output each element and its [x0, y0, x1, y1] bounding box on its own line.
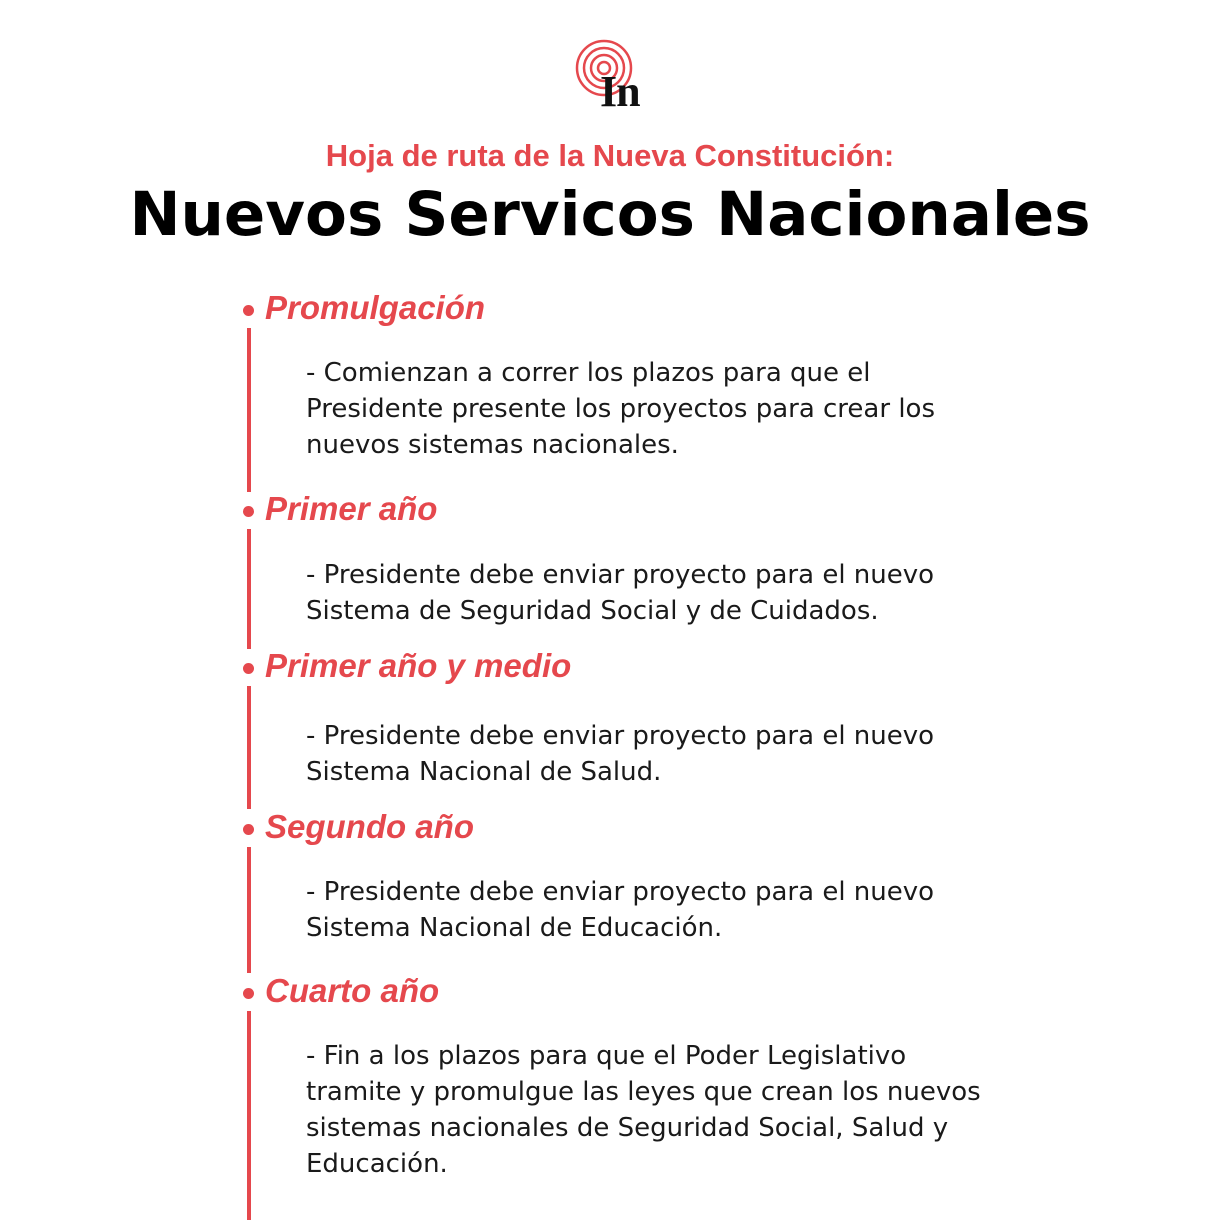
milestone-description: - Presidente debe enviar proyecto para el nuevo Sistema Nacional de Salud. — [306, 721, 935, 787]
timeline-line-segment — [247, 686, 251, 809]
timeline-dot — [243, 506, 254, 517]
milestone-description: - Presidente debe enviar proyecto para el nuevo Sistema Nacional de Educación. — [306, 877, 935, 943]
timeline-line-segment — [247, 847, 251, 973]
milestone-description: - Comienzan a correr los plazos para que el Presidente presente los proyectos para crear los nuevos sistemas nacionales. — [306, 358, 935, 460]
milestone-label: Cuarto año — [265, 972, 440, 1009]
timeline-line-segment — [247, 1011, 251, 1220]
timeline-line-segment — [247, 529, 251, 649]
page-title: Nuevos Servicos Nacionales — [129, 179, 1091, 250]
timeline-dot — [243, 988, 254, 999]
milestone-label: Segundo año — [265, 808, 474, 845]
timeline-dot — [243, 305, 254, 316]
timeline-line-segment — [247, 328, 251, 492]
timeline-dot — [243, 824, 254, 835]
milestone-description: - Fin a los plazos para que el Poder Legislativo tramite y promulgue las leyes que crean los nuevos sistemas nacionales de Seguridad Social, Salud y Educación. — [306, 1041, 981, 1179]
milestone-label: Primer año — [265, 490, 438, 527]
milestone-label: Primer año y medio — [265, 647, 572, 684]
milestone-label: Promulgación — [265, 289, 486, 326]
page-subtitle: Hoja de ruta de la Nueva Constitución: — [325, 138, 895, 173]
milestone-description: - Presidente debe enviar proyecto para el nuevo Sistema de Seguridad Social y de Cuidados. — [306, 560, 935, 626]
logo-text: In — [600, 67, 640, 116]
brand-logo — [568, 38, 652, 116]
timeline-dot — [243, 663, 254, 674]
